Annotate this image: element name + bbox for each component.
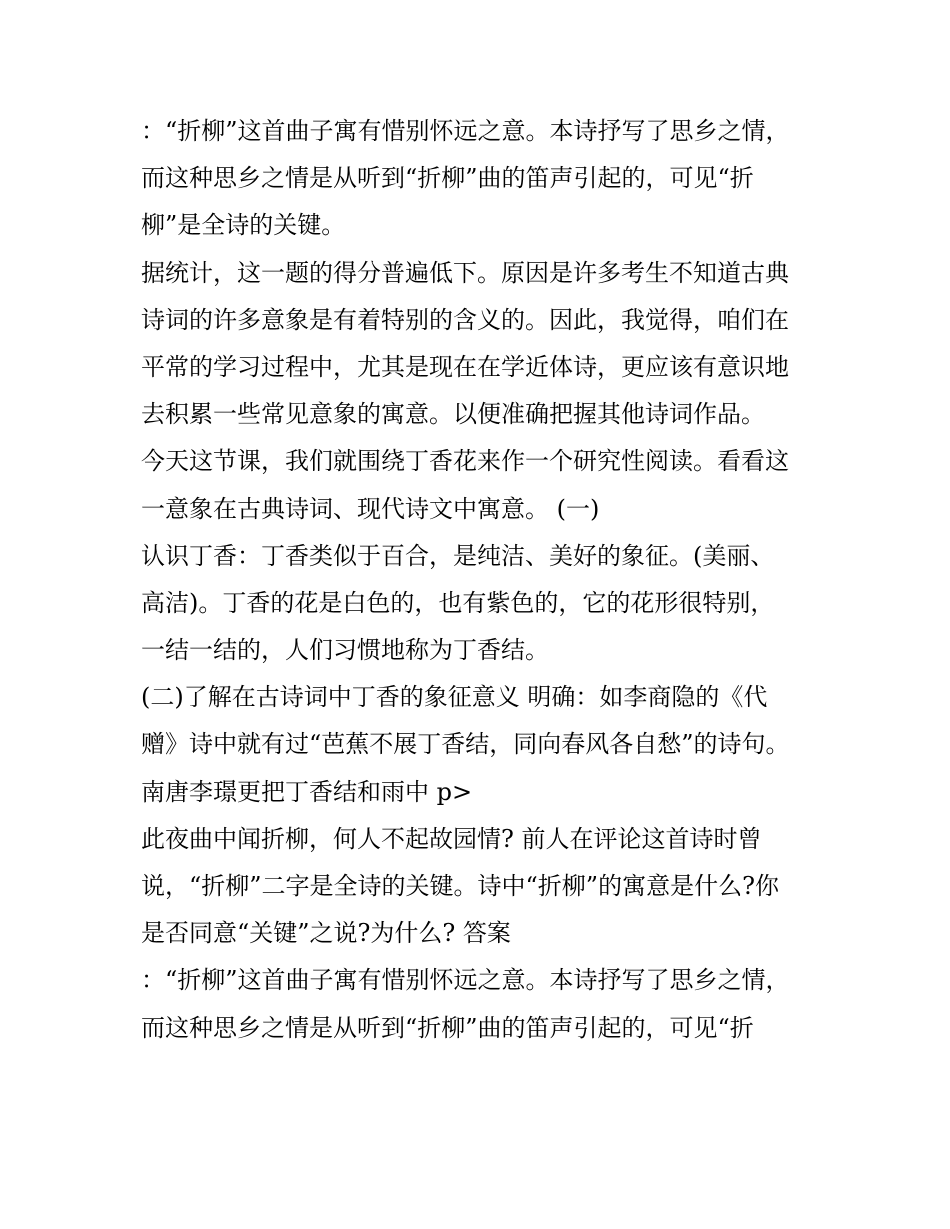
text-line: ：“折柳”这首曲子寓有惜别怀远之意。本诗抒写了思乡之情， — [141, 117, 790, 145]
text-line: 一结一结的，人们习惯地称为丁香结。 — [141, 636, 549, 665]
document-body — [141, 108, 821, 1052]
text-line: 而这种思乡之情是从听到“折柳”曲的笛声引起的，可见“折 — [141, 1013, 754, 1042]
text-line: 赠》诗中就有过“芭蕉不展丁香结，同向春风各自愁”的诗句。 — [141, 730, 790, 759]
text-line: 南唐李璟更把丁香结和雨中 p> — [141, 777, 473, 806]
text-line: (二)了解在古诗词中丁香的象征意义 明确：如李商隐的《代 — [141, 683, 768, 712]
text-line: 柳”是全诗的关键。 — [141, 211, 346, 240]
text-line: 一意象在古典诗词、现代诗文中寓意。 (一) — [141, 494, 600, 523]
text-line: 高洁)。丁香的花是白色的，也有紫色的，它的花形很特别， — [141, 588, 775, 617]
text-line: 是否同意“关键”之说?为什么? 答案 — [141, 919, 511, 948]
text-line: 此夜曲中闻折柳，何人不起故园情? 前人在评论这首诗时曾 — [141, 824, 762, 853]
text-line: 认识丁香：丁香类似于百合，是纯洁、美好的象征。(美丽、 — [141, 541, 775, 570]
text-line: 诗词的许多意象是有着特别的含义的。因此，我觉得，咱们在 — [141, 305, 789, 334]
text-line: 今天这节课，我们就围绕丁香花来作一个研究性阅读。看看这 — [141, 447, 789, 476]
text-line: 说，“折柳”二字是全诗的关键。诗中“折柳”的寓意是什么?你 — [141, 872, 779, 900]
text-line: 平常的学习过程中，尤其是现在在学近体诗，更应该有意识地 — [141, 352, 789, 381]
text-line: 据统计，这一题的得分普遍低下。原因是许多考生不知道古典 — [141, 258, 789, 287]
text-line: 去积累一些常见意象的寓意。以便准确把握其他诗词作品。 — [141, 400, 765, 429]
text-line: ：“折柳”这首曲子寓有惜别怀远之意。本诗抒写了思乡之情， — [141, 966, 790, 995]
text-line: 而这种思乡之情是从听到“折柳”曲的笛声引起的，可见“折 — [141, 164, 754, 193]
